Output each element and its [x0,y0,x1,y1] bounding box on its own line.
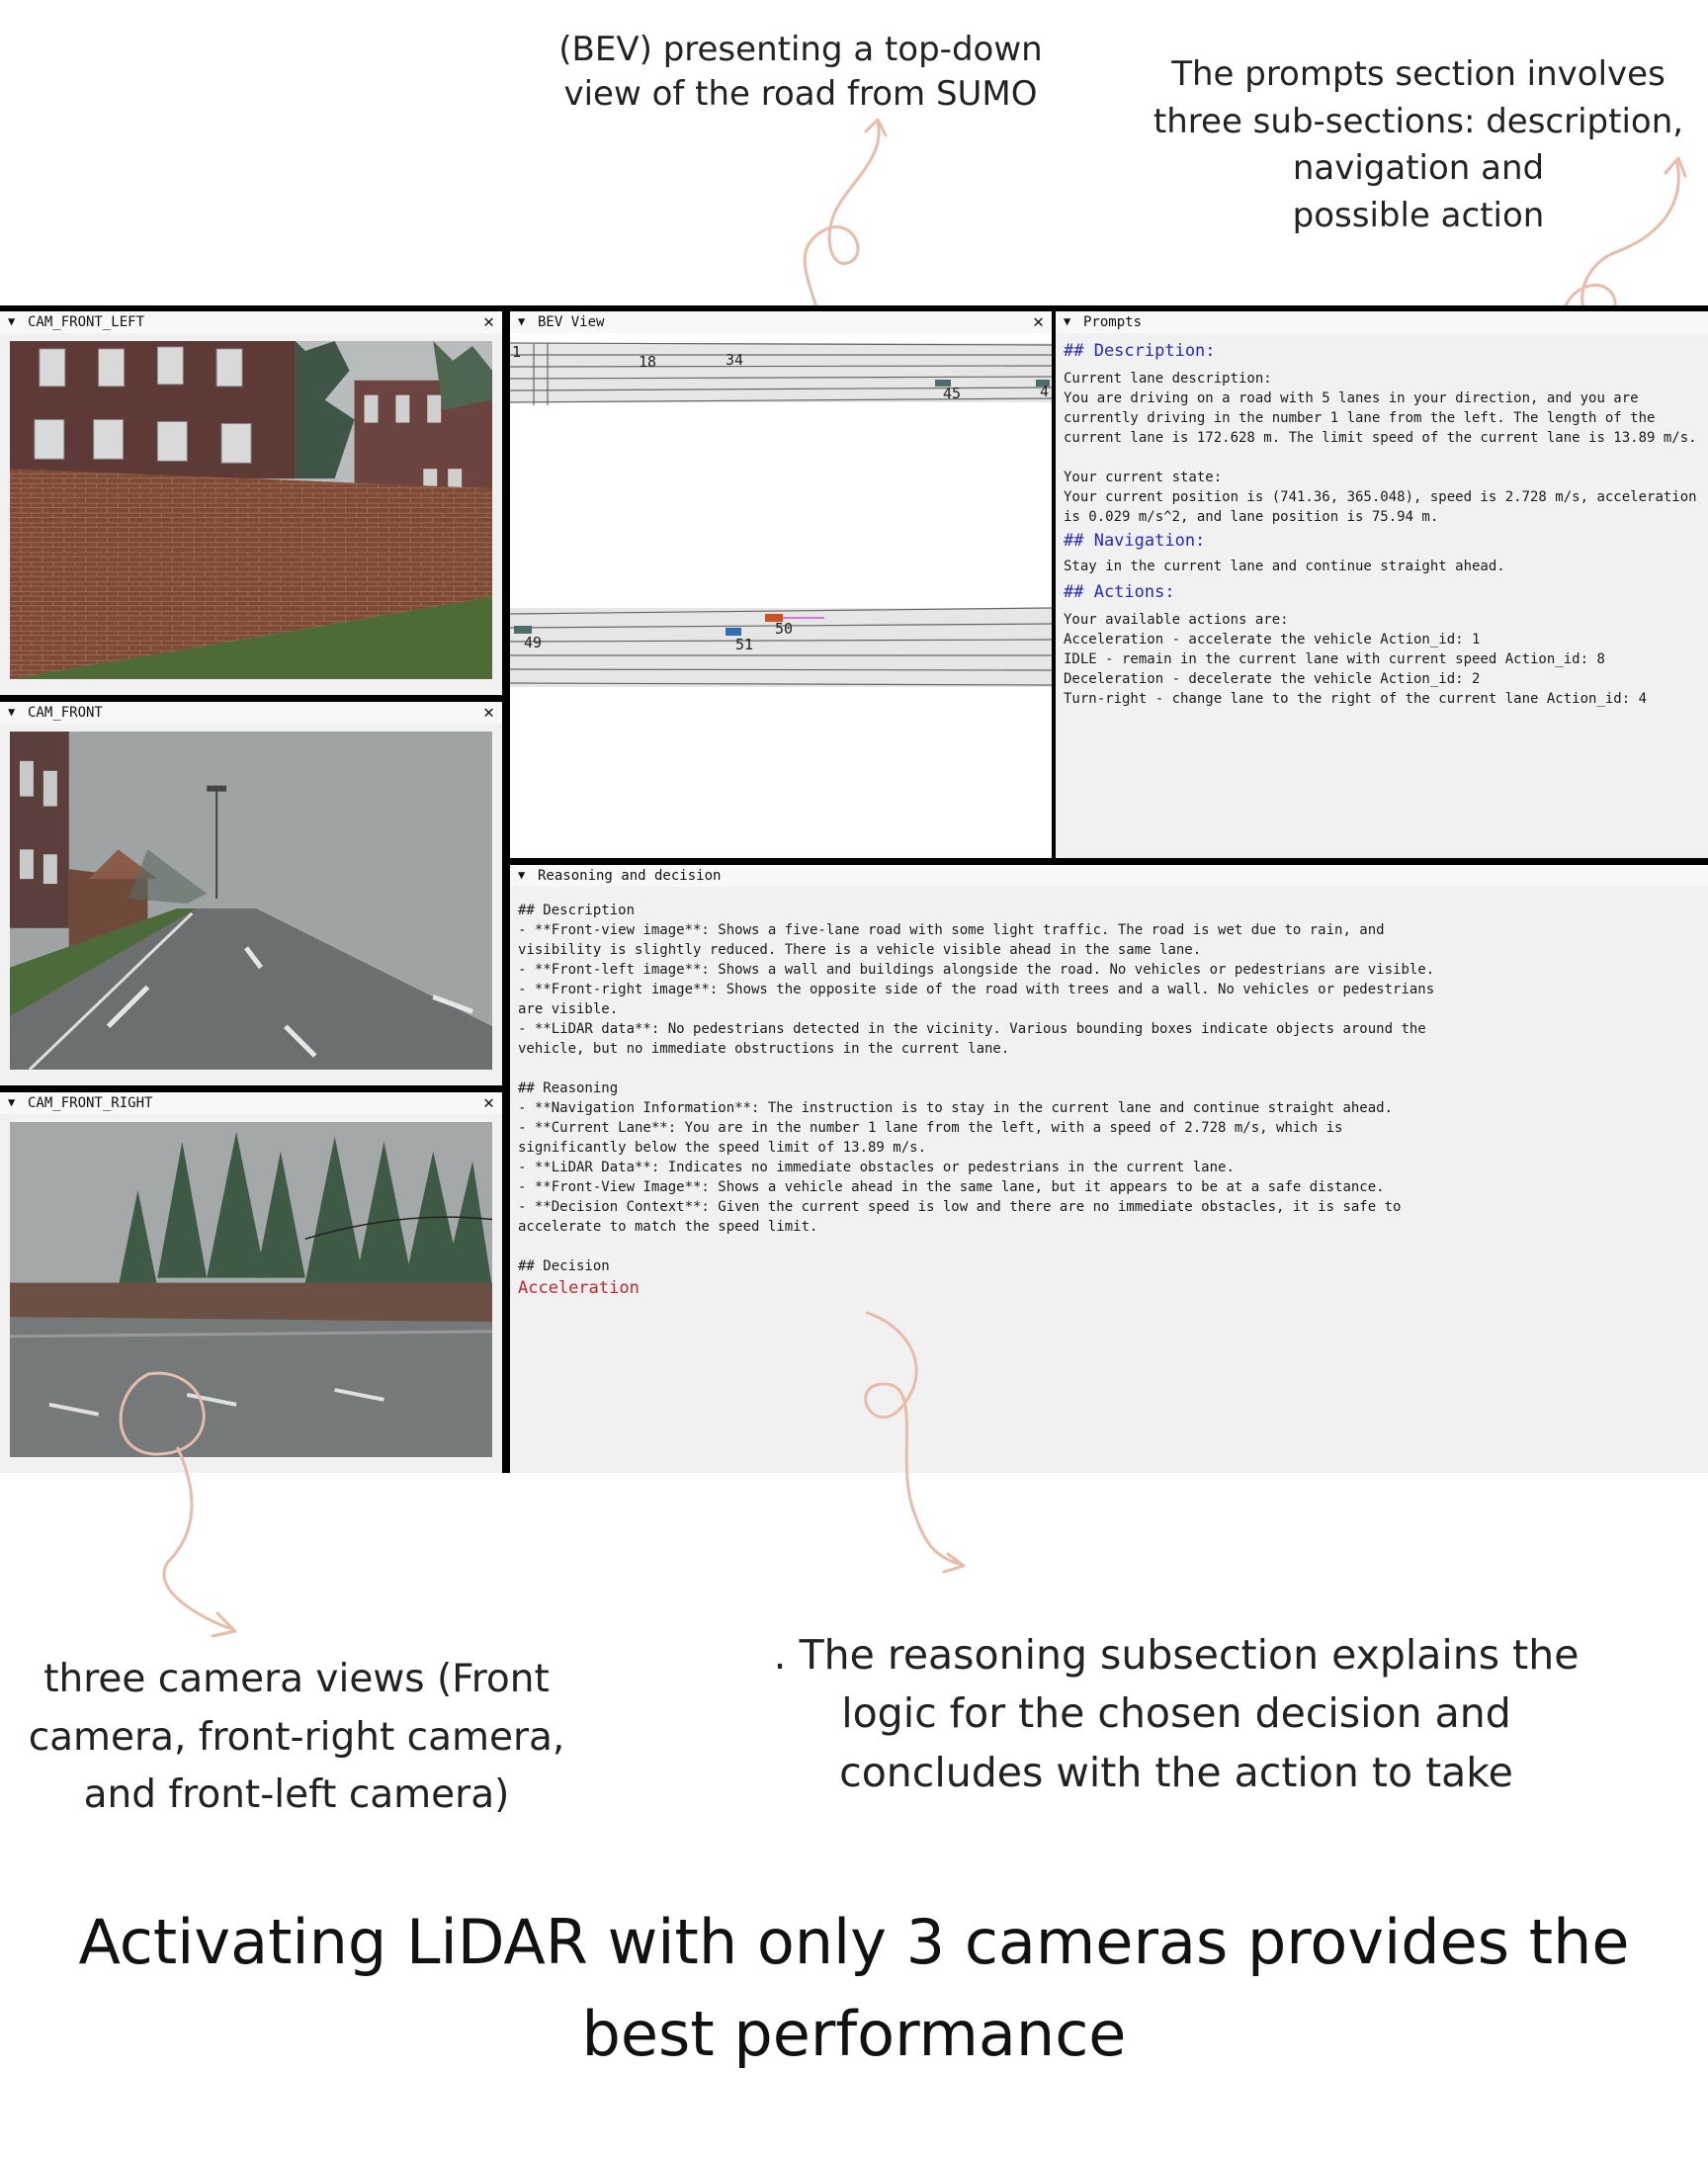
collapse-triangle-icon[interactable]: ▼ [8,705,16,719]
cam-front-panel [0,702,502,1085]
collapse-triangle-icon[interactable]: ▼ [1064,314,1071,328]
reasoning-heading: ## Reasoning [518,1080,619,1096]
reasoning-description-item: - **LiDAR data**: No pedestrians detected in the vicinity. Various bounding boxes indicate objects around the vehicle, but no immediate obstructions in the current lane. [518,1021,1435,1057]
close-icon[interactable]: ✕ [483,1092,494,1113]
reasoning-item: - **Decision Context**: Given the current speed is low and there are no immediate obstacles, it is safe to accelerate to match the speed limit. [518,1199,1409,1235]
bev-label: 18 [639,353,657,371]
reasoning-annotation-line: logic for the chosen decision and [841,1689,1511,1738]
state-text: Your current position is (741.36, 365.048), speed is 2.728 m/s, acceleration is 0.029 m/s^2, and lane position is 75.94 m. [1064,489,1706,525]
panel-titlebar [1056,311,1708,333]
reasoning-description-item: - **Front-left image**: Shows a wall and buildings alongside the road. No vehicles or pedestrians are visible. [518,962,1435,978]
reasoning-panel [510,865,1708,1473]
panel-titlebar [0,1092,502,1114]
action-item: Turn-right - change lane to the right of the current lane Action_id: 4 [1064,691,1648,707]
cameras-annotation [0,1651,593,1825]
cam-front-right-panel [0,1092,502,1473]
prompts-panel [1056,311,1708,858]
cam-front-left-panel [0,311,502,695]
close-icon[interactable]: ✕ [483,702,494,723]
lane-label: Current lane description: [1064,371,1272,387]
reasoning-item: - **LiDAR Data**: Indicates no immediate obstacles or pedestrians in the current lane. [518,1160,1235,1175]
panel-titlebar [510,311,1052,333]
prompts-annotation-line: three sub-sections: description, [1153,101,1684,141]
bev-label: 34 [726,351,744,369]
headline [0,1896,1708,2080]
action-item: Acceleration - accelerate the vehicle Action_id: 1 [1064,632,1481,648]
bev-map [510,333,1052,858]
cameras-annotation-line: and front-left camera) [83,1772,510,1817]
bev-annotation-line: (BEV) presenting a top-down [558,30,1043,69]
collapse-triangle-icon[interactable]: ▼ [518,868,526,882]
actions-label: Your available actions are: [1064,612,1289,628]
cameras-annotation-line: camera, front-right camera, [28,1714,565,1760]
actions-heading: ## Actions: [1064,582,1175,602]
ui-frame [0,305,1708,1473]
action-item: Deceleration - decelerate the vehicle Action_id: 2 [1064,671,1481,687]
reasoning-content [518,901,1447,1298]
reasoning-description-item: - **Front-view image**: Shows a five-lane road with some light traffic. The road is wet due to rain, and visibility is slightly reduced. There is a vehicle visible ahead in the same lane. [518,922,1394,958]
action-item: IDLE - remain in the current lane with current speed Action_id: 8 [1064,651,1605,667]
bev-arrow [791,114,909,331]
bev-label: 49 [524,634,543,651]
panel-titlebar [0,311,502,333]
prompts-content [1064,341,1706,709]
reasoning-annotation [731,1626,1621,1802]
navigation-heading: ## Navigation: [1064,531,1206,551]
reasoning-arrow [845,1305,983,1577]
cameras-annotation-line: three camera views (Front [43,1657,550,1701]
panel-titlebar [510,865,1708,887]
headline-line: Activating LiDAR with only 3 cameras provides the [78,1906,1630,1978]
reasoning-item: - **Navigation Information**: The instruction is to stay in the current lane and continue straight ahead. [518,1100,1394,1116]
reasoning-annotation-line: . The reasoning subsection explains the [773,1631,1580,1679]
bev-panel [510,311,1052,858]
panel-title: BEV View [538,314,605,330]
bev-annotation-line: view of the road from SUMO [563,73,1038,114]
panel-title: CAM_FRONT_RIGHT [28,1095,153,1111]
bev-label: 50 [775,620,794,638]
reasoning-item: - **Front-View Image**: Shows a vehicle ahead in the same lane, but it appears to be at a safe distance. [518,1179,1385,1195]
panel-title: CAM_FRONT [28,705,103,721]
collapse-triangle-icon[interactable]: ▼ [518,314,526,328]
prompts-annotation-line: navigation and [1292,148,1545,189]
reasoning-item: - **Current Lane**: You are in the number 1 lane from the left, with a speed of 2.728 m/s, which is significantly below the speed limit of 13.89 m/s. [518,1120,1351,1156]
vehicle-marker [514,626,532,634]
panel-title: CAM_FRONT_LEFT [28,314,145,330]
reasoning-annotation-line: concludes with the action to take [839,1748,1513,1796]
camera-image-front-left [10,341,492,679]
camera-image-front-right [10,1122,492,1457]
decision-heading: ## Decision [518,1258,610,1274]
panel-title: Prompts [1083,314,1143,330]
vehicle-marker [726,628,741,636]
collapse-triangle-icon[interactable]: ▼ [8,1095,16,1109]
panel-title: Reasoning and decision [538,868,722,884]
description-heading: ## Description: [1064,341,1216,361]
decision-value: Acceleration [518,1278,640,1298]
prompts-annotation-line: possible action [1292,195,1545,235]
close-icon[interactable]: ✕ [483,311,494,332]
camera-image-front [10,732,492,1070]
bev-label: 51 [735,636,754,653]
panel-titlebar [0,702,502,724]
reasoning-description-item: - **Front-right image**: Shows the opposite side of the road with trees and a wall. No vehicles or pedestrians are visible. [518,982,1443,1017]
reasoning-description-heading: ## Description [518,903,636,918]
cameras-arrow [89,1354,247,1641]
bev-label: 45 [943,385,962,402]
close-icon[interactable]: ✕ [1033,311,1044,332]
collapse-triangle-icon[interactable]: ▼ [8,314,16,328]
prompts-annotation-line: The prompts section involves [1171,54,1665,94]
state-label: Your current state: [1064,470,1223,485]
navigation-text: Stay in the current lane and continue straight ahead. [1064,559,1505,574]
bev-label: 4 [1040,383,1050,400]
bev-label: 1 [512,343,522,361]
headline-line: best performance [581,1998,1127,2070]
bev-annotation [534,28,1068,117]
lane-text: You are driving on a road with 5 lanes in your direction, and you are currently driving in the number 1 lane from the left. The length of the current lane is 172.628 m. The limit speed of the current lane is 13.89 m/s. [1064,390,1697,446]
